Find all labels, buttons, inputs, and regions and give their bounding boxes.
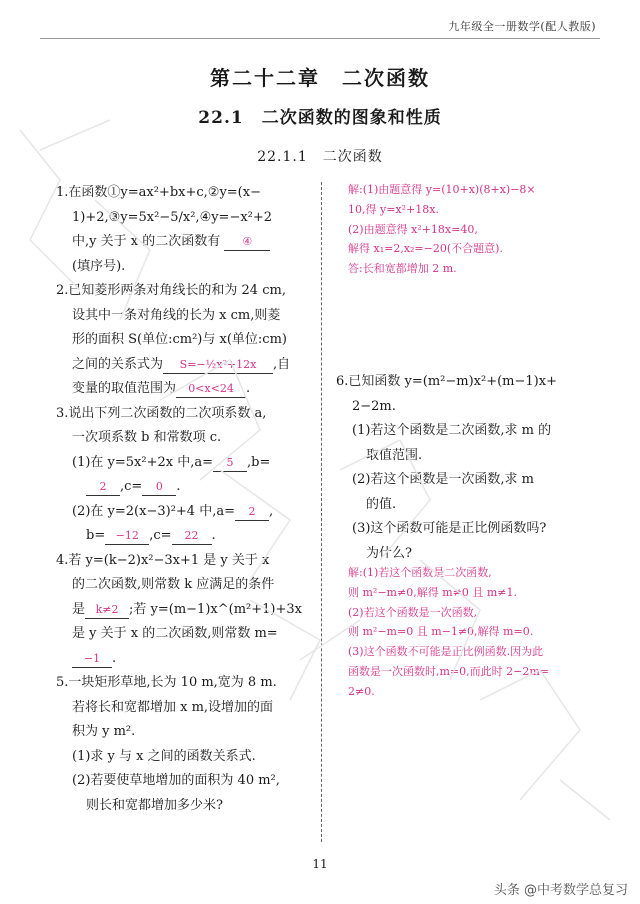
q1-line [56, 230, 310, 255]
q6-line: 6.已知函数 y=(m²−m)x²+(m−1)x+ [336, 374, 557, 389]
question-5 [56, 671, 310, 818]
q1-line: 1)+2,③y=5x²−5/x²,④y=−x²+2 [72, 209, 273, 225]
left-column [56, 181, 310, 818]
q3-text: ,b= [247, 454, 271, 470]
q1-answer: ④ [224, 234, 270, 251]
q5-solution-line: 答:长和宽都增加 2 m. [348, 262, 457, 276]
q2-text: . [246, 381, 251, 396]
q3-line [56, 451, 310, 476]
q2-text: ,自 [273, 356, 291, 372]
q5-solution-line: (2)由题意得 x²+18x=40, [348, 222, 478, 236]
q3-line: 3.说出下列二次函数的二次项系数 a, [56, 405, 267, 421]
q4-line: 是 y 关于 x 的二次函数,则常数 m= [72, 626, 278, 641]
q2-answer-range: 0<x<24 [176, 381, 246, 398]
q5-line: (1)求 y 与 x 之间的函数关系式. [72, 748, 256, 764]
q6-solution-line: (2)若这个函数是一次函数, [348, 605, 478, 619]
q4-text: 是 [72, 601, 86, 617]
q3-text: (2)在 y=2(x−3)²+4 中,a= [72, 503, 235, 519]
q4-answer-k: k≠2 [85, 602, 129, 619]
q3-answer-a2: 2 [235, 504, 269, 521]
q4-text: ;若 y=(m−1)x^(m²+1)+3x [129, 601, 302, 617]
q5-solution-line: 解:(1)由题意得 y=(10+x)(8+x)−8× [348, 183, 536, 196]
q5-solution [348, 180, 594, 279]
q3-text: b= [86, 528, 106, 543]
q4-line [56, 647, 310, 672]
q4-answer-m: −1 [72, 651, 112, 668]
q6-solution-line: 函数是一次函数时,m=0,而此时 2−2m= [348, 664, 549, 678]
q6-line: 取值范围. [366, 447, 423, 463]
q3-text: (1)在 y=5x²+2x 中,a= [72, 454, 214, 470]
q3-text: . [176, 479, 181, 494]
q2-line: 2.已知菱形两条对角线长的和为 24 cm, [56, 283, 286, 298]
q3-text: ,c= [120, 479, 143, 494]
q3-answer-b1: 2 [86, 479, 120, 496]
q5-line: 若将长和宽都增加 x m,设增加的面 [72, 699, 274, 715]
q6-solution-line: 解:(1)若这个函数是二次函数, [348, 566, 492, 579]
q5-line: 积为 y m². [72, 724, 136, 739]
q6-solution-line: (3)这个函数不可能是正比例函数.因为此 [348, 645, 544, 659]
q6-solution-line: 则 m²−m≠0,解得 m≠0 且 m≠1. [348, 585, 517, 599]
q1-text: 中,y 关于 x 的二次函数有 [72, 234, 221, 249]
q5-line: (2)若要使草地增加的面积为 40 m², [72, 773, 280, 788]
q2-line [56, 377, 310, 402]
question-3 [56, 402, 310, 549]
q3-answer-c2: 22 [172, 528, 212, 545]
q2-line: 设其中一条对角线的长为 x cm,则菱 [72, 307, 281, 323]
q4-line: 4.若 y=(k−2)x²−3x+1 是 y 关于 x [56, 552, 270, 568]
q3-line [56, 524, 310, 549]
page-header: 九年级全一册数学(配人教版) [448, 20, 596, 33]
header-rule [40, 38, 600, 39]
q6-line: 的值. [366, 496, 397, 512]
q2-answer-formula: S=−½x²+12x [163, 357, 273, 374]
question-6 [336, 370, 594, 566]
q3-text: , [268, 503, 274, 519]
q1-line: 1.在函数①y=ax²+bx+c,②y=(x− [56, 185, 261, 200]
q3-answer-c1: 0 [142, 479, 176, 496]
q3-line [56, 475, 310, 500]
q3-text: . [211, 528, 216, 543]
q4-text: . [112, 650, 117, 666]
q6-line: 2−2m. [352, 398, 396, 414]
q6-solution-line: 则 m²−m=0 且 m−1≠0,解得 m=0. [348, 625, 534, 639]
q4-line: 的二次函数,则常数 k 应满足的条件 [72, 577, 275, 592]
q5-solution-line: 10,得 y=x²+18x. [348, 202, 439, 216]
q3-text: ,c= [149, 528, 172, 543]
q5-line: 则长和宽都增加多少米? [86, 797, 223, 813]
source-watermark: 头条 @中考数学总复习 [493, 883, 628, 898]
q2-text: 之间的关系式为 [72, 356, 164, 372]
q4-line [56, 598, 310, 623]
question-2 [56, 279, 310, 402]
q6-line: (3)这个函数可能是正比例函数吗? [352, 521, 547, 536]
subsection-title: 22.1.1 二次函数 [257, 149, 383, 165]
q6-line: (1)若这个函数是二次函数,求 m 的 [352, 423, 552, 438]
q6-solution [348, 563, 594, 702]
chapter-title: 第二十二章 二次函数 [210, 66, 430, 90]
q2-line [56, 353, 310, 378]
question-4 [56, 549, 310, 672]
q2-text: 变量的取值范围为 [72, 381, 177, 396]
section-title: 22.1 二次函数的图象和性质 [198, 108, 442, 128]
q1-line: (填序号). [72, 258, 126, 274]
q6-line: 为什么? [366, 545, 412, 561]
q5-solution-line: 解得 x₁=2,x₂=−20(不合题意). [348, 242, 503, 256]
page-number: 11 [312, 857, 328, 871]
q3-answer-b2: −12 [105, 528, 149, 545]
column-divider [321, 182, 322, 842]
question-1 [56, 181, 310, 279]
q5-line: 5.一块矩形草地,长为 10 m,宽为 8 m. [56, 675, 277, 690]
q3-line [56, 500, 310, 525]
q2-line: 形的面积 S(单位:cm²)与 x(单位:cm) [72, 332, 287, 347]
q3-line: 一次项系数 b 和常数项 c. [72, 430, 222, 445]
q6-line: (2)若这个函数是一次函数,求 m [352, 472, 535, 487]
q3-answer-a1: 5 [213, 455, 247, 472]
q6-solution-line: 2≠0. [348, 684, 375, 698]
